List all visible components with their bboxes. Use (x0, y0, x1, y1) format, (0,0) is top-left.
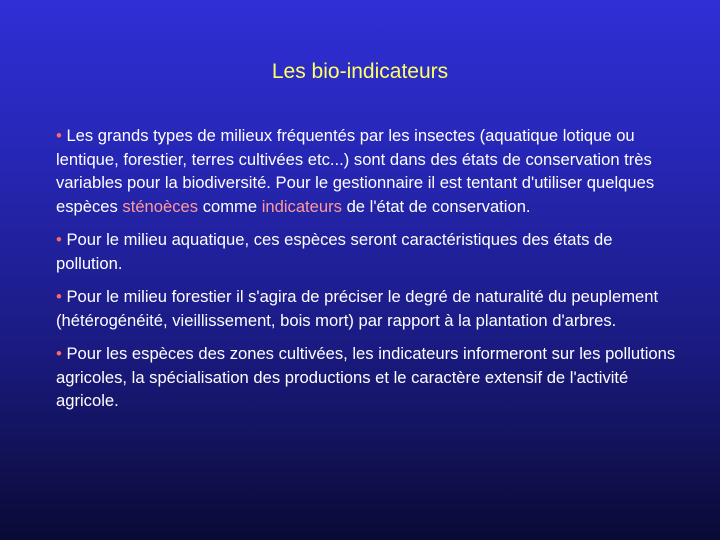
bullet-icon: • (56, 230, 62, 249)
highlight-term-indicateurs: indicateurs (261, 196, 342, 216)
slide-body (56, 124, 676, 423)
paragraph-text: de l'état de conservation. (341, 196, 531, 216)
bullet-paragraph-1 (56, 124, 676, 218)
bullet-icon: • (56, 287, 62, 306)
paragraph-text: Pour le milieu forestier il s'agira de préciser le degré de naturalité du peuplement (hétérogénéité, vieillissement, bois mort) par rapport à la plantation d'arbres. (56, 287, 659, 330)
slide-title: Les bio-indicateurs (271, 60, 449, 83)
bullet-paragraph-2 (56, 228, 676, 275)
paragraph-text: Pour les espèces des zones cultivées, les indicateurs informeront sur les pollutions agricoles, la spécialisation des productions et le caractère extensif de l'activité agricole. (56, 344, 676, 410)
paragraph-text: Les grands types de milieux fréquentés par les insectes (aquatique lotique ou lentique, forestier, terres cultivées etc...) sont dans des états de conservation très variables pour la biodiversité. Pour le gestionnaire il est tentant d'utiliser quelques espèces (56, 126, 655, 216)
paragraph-text: comme (198, 196, 262, 216)
bullet-paragraph-4 (56, 342, 676, 413)
bullet-paragraph-3 (56, 285, 676, 332)
bullet-icon: • (56, 126, 62, 145)
paragraph-text: Pour le milieu aquatique, ces espèces seront caractéristiques des états de pollution. (56, 230, 613, 273)
bullet-icon: • (56, 344, 62, 363)
highlight-term-stenoeces: sténoèces (122, 196, 199, 216)
